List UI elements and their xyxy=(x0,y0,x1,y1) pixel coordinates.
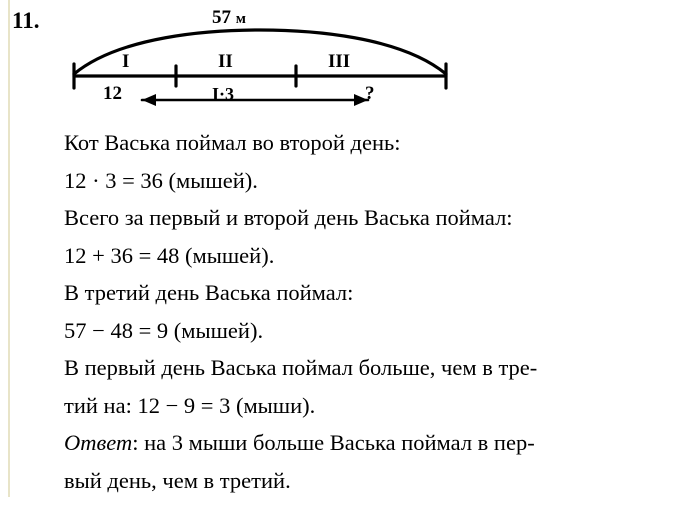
diagram-total-label: 57 м xyxy=(212,7,246,28)
answer-line-2: вый день, чем в третий. xyxy=(64,467,291,493)
total-brace xyxy=(74,30,446,74)
solution-line-5: В третий день Васька поймал: xyxy=(64,280,354,305)
solution-line-8: тий на: 12 − 9 = 3 (мыши). xyxy=(64,392,316,418)
solution-line-3: Всего за первый и второй день Васька поймал: xyxy=(64,205,513,230)
diagram-value-unknown: ? xyxy=(365,83,375,104)
answer-rest: : на 3 мыши больше Васька поймал в пер- xyxy=(132,430,535,455)
solution-line-6: 57 − 48 = 9 (мышей). xyxy=(64,317,264,343)
diagram-segment-1-label: I xyxy=(122,51,130,72)
diagram-value-middle: I·3 xyxy=(212,84,235,104)
diagram-segment-3-label: III xyxy=(328,51,351,72)
segment-diagram xyxy=(60,6,460,111)
solution-line-1: Кот Васька поймал во второй день: xyxy=(64,130,401,155)
solution-line-2: 12 · 3 = 36 (мышей). xyxy=(64,167,258,193)
solution-line-4: 12 + 36 = 48 (мышей). xyxy=(64,242,275,268)
task-number: 11. xyxy=(12,8,40,33)
diagram-segment-2-label: II xyxy=(218,51,233,72)
solution-text xyxy=(64,132,684,507)
answer-line-1 xyxy=(64,432,684,455)
bottom-arrow-head-left xyxy=(142,94,156,106)
diagram-value-first: 12 xyxy=(103,83,122,104)
solution-line-7: В первый день Васька поймал больше, чем в тре- xyxy=(64,355,538,380)
margin-rule xyxy=(8,0,10,497)
answer-label: Ответ xyxy=(64,430,133,455)
